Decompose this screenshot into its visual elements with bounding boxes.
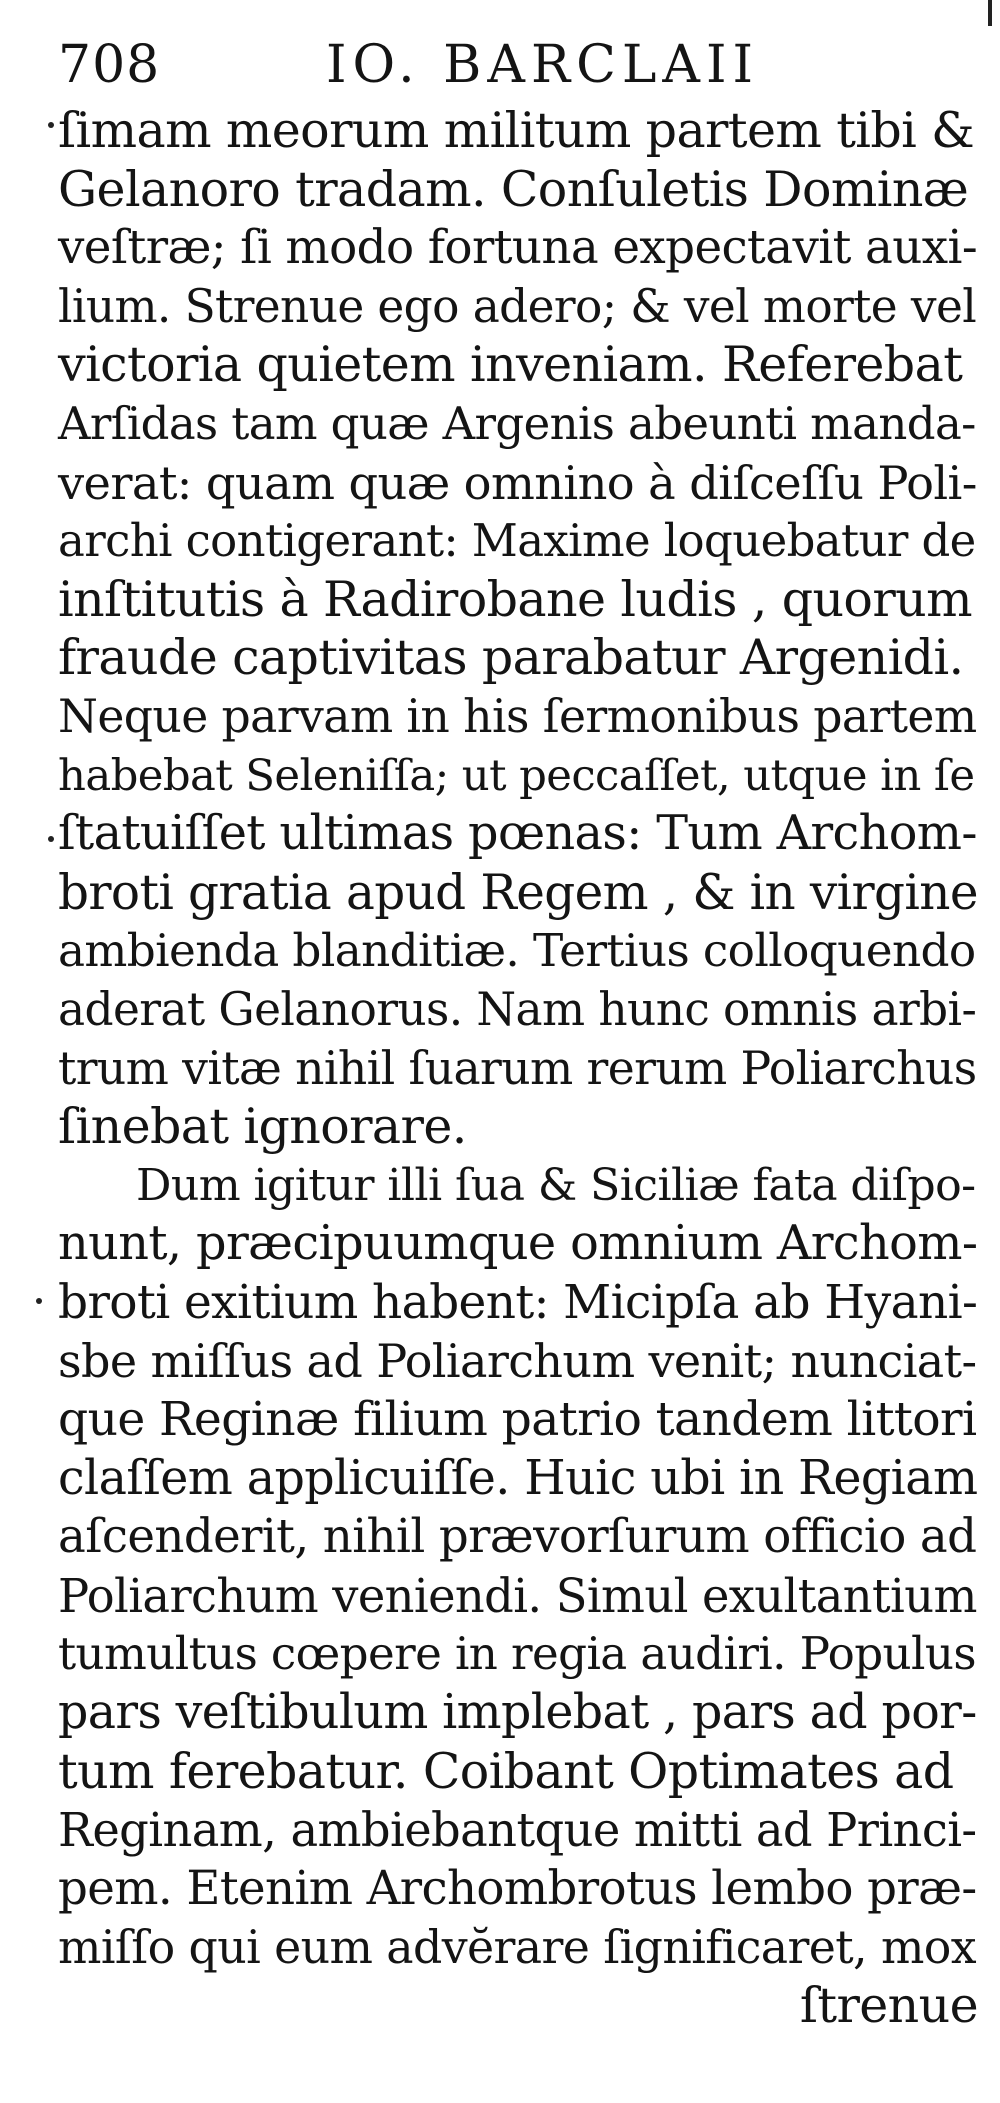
catchword: ſtrenue xyxy=(799,1977,978,2034)
text-line: Arſidas tam quæ Argenis abeunti manda- xyxy=(58,396,976,450)
text-line: ſimam meorum militum partem tibi & xyxy=(58,102,975,159)
margin-mark xyxy=(36,1298,42,1304)
text-line: Gelanoro tradam. Conſuletis Dominæ xyxy=(58,160,969,218)
text-line: inſtitutis à Radirobane ludis , quorum xyxy=(58,570,972,628)
text-line: Reginam, ambiebantque mitti ad Princi- xyxy=(58,1803,977,1858)
text-line: broti exitium habent: Micipſa ab Hyani- xyxy=(58,1274,978,1330)
text-line: trum vitæ nihil ſuarum rerum Poliarchus xyxy=(58,1041,977,1095)
text-line: verat: quam quæ omnino à diſceſſu Poli- xyxy=(58,455,977,510)
text-line: pars veſtibulum implebat , pars ad por- xyxy=(58,1685,977,1741)
text-line: fraude captivitas parabatur Argenidi. xyxy=(58,629,964,687)
text-line: tumultus cœpere in regia audiri. Populus xyxy=(58,1627,976,1681)
text-line: ſtatuiſſet ultimas pœnas: Tum Archom- xyxy=(58,806,977,862)
text-line: Poliarchum veniendi. Simul exultantium xyxy=(58,1568,977,1623)
text-line: broti gratia apud Regem , & in virgine xyxy=(58,864,978,921)
text-line: pem. Etenim Archombrotus lembo præ- xyxy=(58,1861,977,1916)
text-line: miſſo qui eum advĕrare ſignificaret, mox xyxy=(58,1920,976,1975)
page-header xyxy=(58,28,958,102)
text-line: aderat Gelanorus. Nam hunc omnis arbi- xyxy=(58,982,977,1036)
text-line: sbe miſſus ad Poliarchum venit; nunciat- xyxy=(58,1334,977,1389)
text-line: que Reginæ filium patrio tandem littori xyxy=(58,1392,977,1448)
page-edge-mark xyxy=(988,0,992,26)
running-head: IO. BARCLAII xyxy=(326,35,760,95)
margin-mark xyxy=(48,122,54,128)
paragraph-start-line: Dum igitur illi ſua & Siciliæ fata diſpo- xyxy=(136,1159,976,1211)
text-line: claſſem applicuiſſe. Huic ubi in Regiam xyxy=(58,1450,978,1506)
text-line: Neque parvam in his ſermonibus partem xyxy=(58,689,977,743)
text-line: tum ferebatur. Coibant Optimates ad xyxy=(58,1742,954,1800)
text-line: victoria quietem inveniam. Referebat xyxy=(58,336,963,394)
page-number: 708 xyxy=(58,35,161,95)
text-line: aſcenderit, nihil prævorſurum officio ad xyxy=(58,1510,977,1565)
text-line: ambienda blanditiæ. Tertius colloquendo xyxy=(58,924,976,978)
text-line: archi contigerant: Maxime loquebatur de xyxy=(58,514,976,568)
margin-mark xyxy=(48,836,54,842)
text-line: lium. Strenue ego adero; & vel morte vel xyxy=(58,279,977,333)
text-line: nunt, præcipuumque omnium Archom- xyxy=(58,1216,978,1272)
text-line: ſinebat ignorare. xyxy=(58,1098,467,1156)
text-line: veſtræ; ſi modo fortuna expectavit auxi- xyxy=(58,221,978,276)
text-line: habebat Seleniſſa; ut peccaſſet, utque in ſe xyxy=(58,750,975,801)
body-text xyxy=(58,102,978,2036)
